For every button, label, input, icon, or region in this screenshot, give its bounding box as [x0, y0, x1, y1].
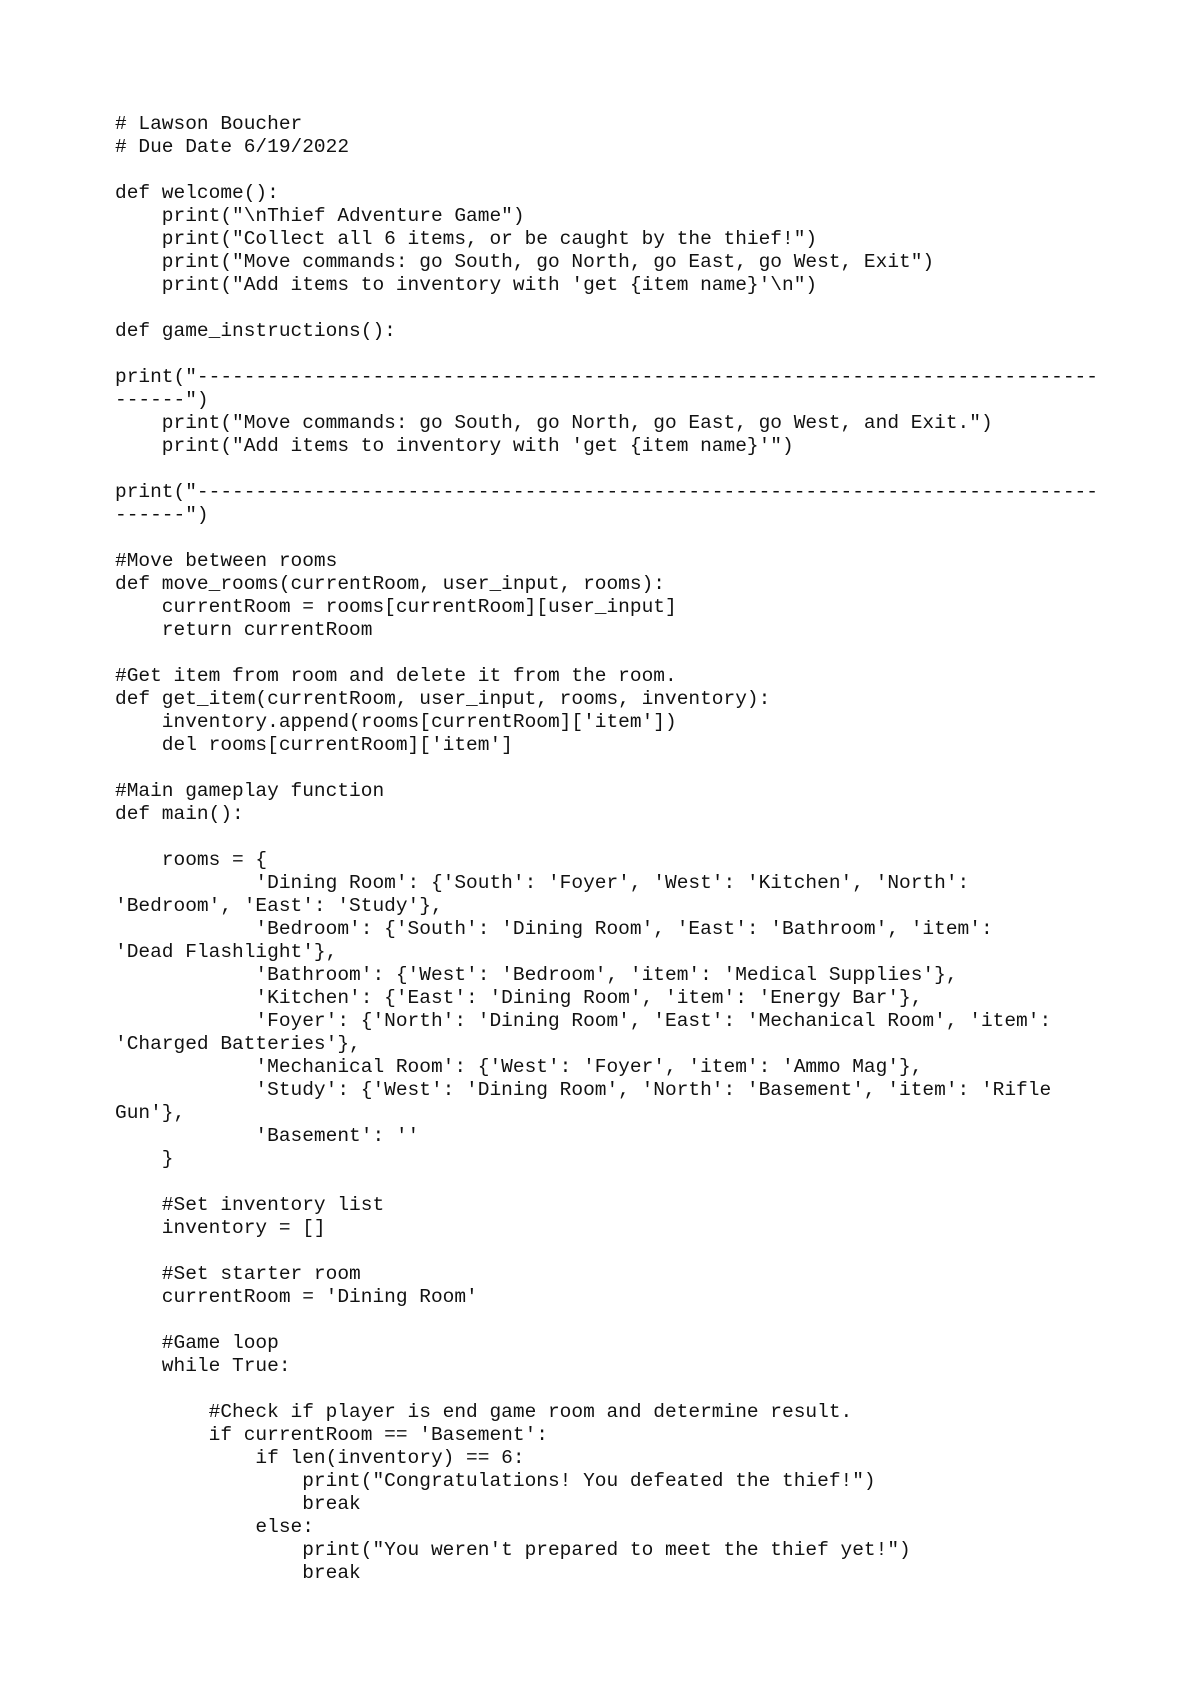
- code-line: 'Mechanical Room': {'West': 'Foyer', 'item': 'Ammo Mag'},: [115, 1056, 923, 1078]
- code-line: [115, 343, 1115, 366]
- code-line: [115, 642, 1115, 665]
- code-line: [115, 1240, 1115, 1263]
- code-line: # Lawson Boucher: [115, 113, 303, 135]
- code-line: print("Add items to inventory with 'get {item name}'"): [115, 435, 794, 457]
- code-line: def welcome():: [115, 182, 279, 204]
- code-line: 'Kitchen': {'East': 'Dining Room', 'item': 'Energy Bar'},: [115, 987, 923, 1009]
- code-line: break: [115, 1493, 361, 1515]
- code-line: while True:: [115, 1355, 291, 1377]
- code-line: del rooms[currentRoom]['item']: [115, 734, 513, 756]
- code-line: [115, 1171, 1115, 1194]
- code-line: 'Study': {'West': 'Dining Room', 'North': 'Basement', 'item': 'Rifle: [115, 1079, 1052, 1101]
- code-line: [115, 297, 1115, 320]
- code-line: def game_instructions():: [115, 320, 396, 342]
- code-line: }: [115, 1148, 174, 1170]
- code-line: 'Bedroom', 'East': 'Study'},: [115, 895, 443, 917]
- code-listing: [115, 113, 1115, 1585]
- code-line: print("-----------------------------------------------------------------------------: [115, 481, 1098, 503]
- code-line: #Main gameplay function: [115, 780, 385, 802]
- code-line: # Due Date 6/19/2022: [115, 136, 350, 158]
- code-line: 'Basement': '': [115, 1125, 420, 1147]
- code-line: print("Move commands: go South, go North, go East, go West, Exit"): [115, 251, 935, 273]
- code-line: ------"): [115, 504, 209, 526]
- code-line: print("Collect all 6 items, or be caught by the thief!"): [115, 228, 818, 250]
- code-line: 'Foyer': {'North': 'Dining Room', 'East': 'Mechanical Room', 'item':: [115, 1010, 1052, 1032]
- code-line: ------"): [115, 389, 209, 411]
- code-line: Gun'},: [115, 1102, 186, 1124]
- code-line: [115, 757, 1115, 780]
- code-line: [115, 159, 1115, 182]
- code-line: def main():: [115, 803, 244, 825]
- code-line: #Game loop: [115, 1332, 279, 1354]
- code-line: rooms = {: [115, 849, 268, 871]
- code-line: print("-----------------------------------------------------------------------------: [115, 366, 1098, 388]
- code-line: def move_rooms(currentRoom, user_input, rooms):: [115, 573, 665, 595]
- code-line: def get_item(currentRoom, user_input, rooms, inventory):: [115, 688, 771, 710]
- code-line: [115, 458, 1115, 481]
- code-line: break: [115, 1562, 361, 1584]
- code-line: print("Add items to inventory with 'get {item name}'\n"): [115, 274, 818, 296]
- code-line: print("\nThief Adventure Game"): [115, 205, 525, 227]
- code-line: return currentRoom: [115, 619, 373, 641]
- code-line: else:: [115, 1516, 314, 1538]
- code-line: #Get item from room and delete it from the room.: [115, 665, 677, 687]
- code-line: print("Congratulations! You defeated the thief!"): [115, 1470, 876, 1492]
- code-line: #Move between rooms: [115, 550, 338, 572]
- code-line: [115, 1378, 1115, 1401]
- code-line: [115, 527, 1115, 550]
- code-line: 'Dining Room': {'South': 'Foyer', 'West': 'Kitchen', 'North':: [115, 872, 970, 894]
- code-line: #Set inventory list: [115, 1194, 385, 1216]
- code-line: 'Dead Flashlight'},: [115, 941, 338, 963]
- code-line: currentRoom = 'Dining Room': [115, 1286, 478, 1308]
- code-line: if currentRoom == 'Basement':: [115, 1424, 548, 1446]
- code-line: if len(inventory) == 6:: [115, 1447, 525, 1469]
- code-line: [115, 1309, 1115, 1332]
- code-line: #Set starter room: [115, 1263, 361, 1285]
- code-line: inventory.append(rooms[currentRoom]['item']): [115, 711, 677, 733]
- code-line: 'Charged Batteries'},: [115, 1033, 361, 1055]
- code-line: print("Move commands: go South, go North, go East, go West, and Exit."): [115, 412, 993, 434]
- code-line: inventory = []: [115, 1217, 326, 1239]
- code-line: 'Bedroom': {'South': 'Dining Room', 'East': 'Bathroom', 'item':: [115, 918, 993, 940]
- code-line: print("You weren't prepared to meet the thief yet!"): [115, 1539, 911, 1561]
- code-line: [115, 826, 1115, 849]
- code-line: currentRoom = rooms[currentRoom][user_input]: [115, 596, 677, 618]
- code-line: #Check if player is end game room and determine result.: [115, 1401, 853, 1423]
- code-line: 'Bathroom': {'West': 'Bedroom', 'item': 'Medical Supplies'},: [115, 964, 958, 986]
